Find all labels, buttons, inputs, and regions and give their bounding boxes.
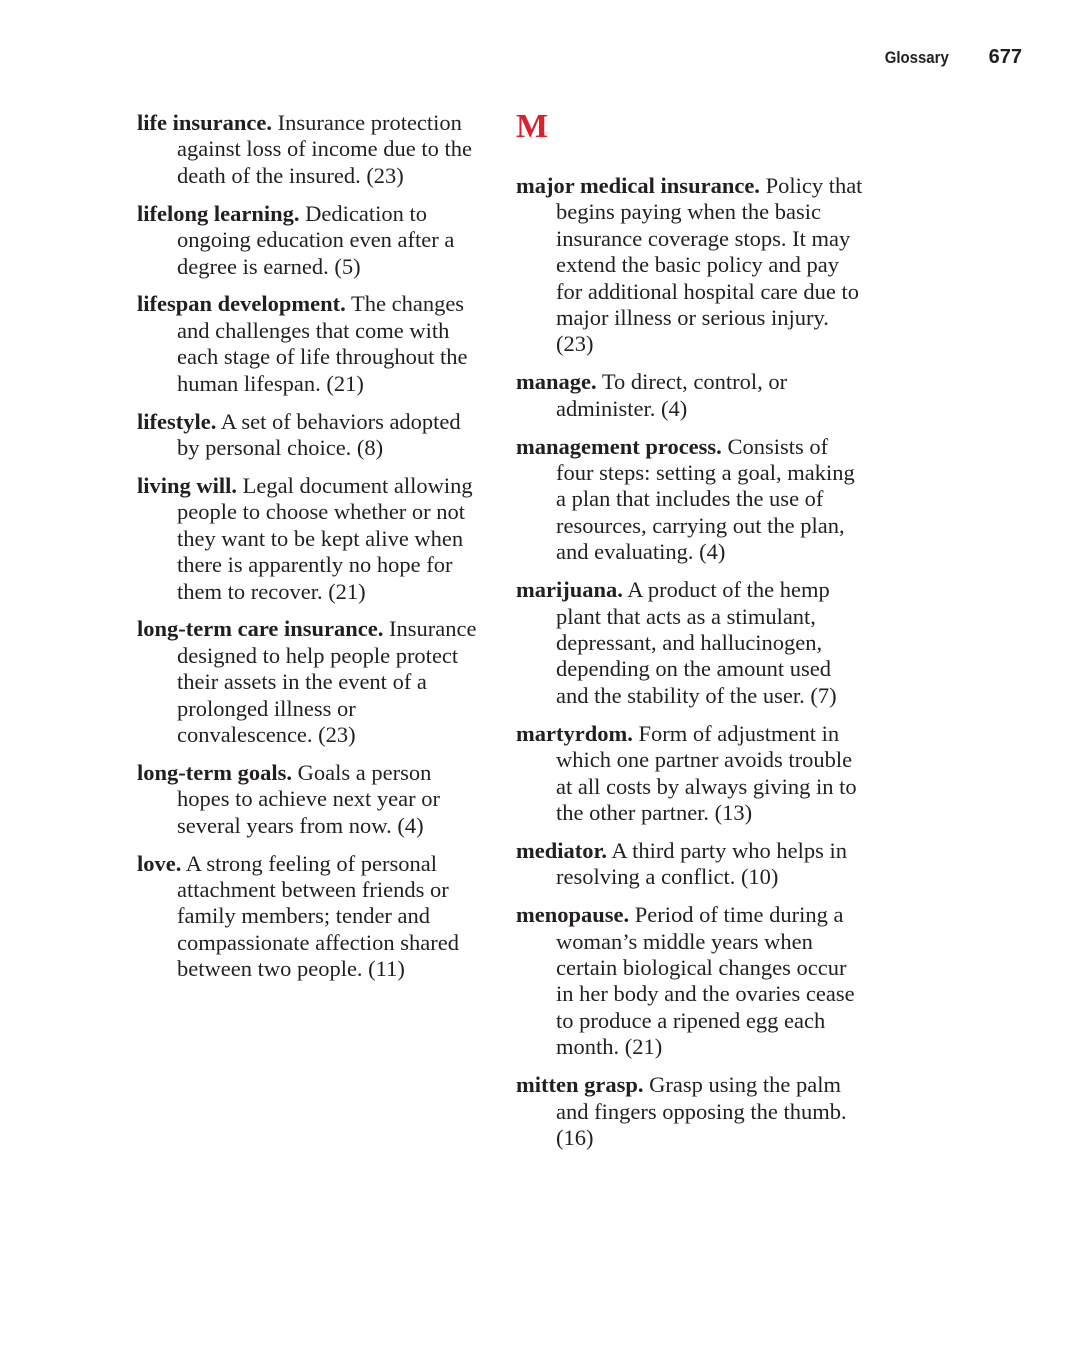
glossary-definition: Dedication to ongoing education even after a degree is earned. (5) (177, 200, 455, 279)
letter-section-heading: M (516, 108, 549, 145)
glossary-entry-major-medical-insurance (516, 173, 866, 358)
glossary-entry-love (137, 851, 487, 983)
glossary-definition: Legal document allowing people to choose whether or not they want to be kept alive when there is apparently no hope for them to recover. (21) (177, 472, 473, 604)
glossary-term: management process. (516, 433, 722, 459)
glossary-entry-lifestyle (137, 409, 487, 462)
glossary-definition: Period of time during a woman’s middle years when certain biological changes occur in her body and the ovaries cease to produce a ripened egg each month. (21) (556, 902, 855, 1060)
glossary-definition: To direct, control, or administer. (4) (556, 369, 788, 421)
glossary-term: marijuana. (516, 577, 623, 603)
glossary-column-right (516, 110, 866, 1163)
glossary-definition: Consists of four steps: setting a goal, making a plan that includes the use of resources, carrying out the plan, and evaluating. (4) (556, 433, 855, 565)
glossary-term: lifelong learning. (137, 200, 300, 226)
glossary-entry-management-process (516, 434, 866, 566)
glossary-definition: A set of behaviors adopted by personal choice. (8) (177, 408, 461, 460)
glossary-entry-marijuana (516, 577, 866, 709)
glossary-definition: A product of the hemp plant that acts as a stimulant, depressant, and hallucinogen, depending on the amount used and the stability of the user. (7) (556, 577, 837, 708)
glossary-definition: The changes and challenges that come with each stage of life throughout the human lifespan. (21) (177, 291, 468, 396)
running-head (876, 46, 1022, 69)
glossary-term: mediator. (516, 837, 608, 863)
page-number: 677 (988, 46, 1022, 68)
glossary-term: long-term care insurance. (137, 616, 384, 642)
glossary-entry-long-term-care-insurance (137, 616, 487, 748)
glossary-term: lifespan development. (137, 291, 346, 317)
glossary-definition: Insurance protection against loss of income due to the death of the insured. (23) (177, 110, 472, 188)
glossary-definition: A strong feeling of personal attachment between friends or family members; tender and compassionate affection shared between two people. (11) (177, 850, 459, 982)
glossary-term: love. (137, 850, 182, 876)
glossary-entry-menopause (516, 902, 866, 1060)
glossary-term: menopause. (516, 902, 630, 928)
glossary-term: living will. (137, 472, 238, 498)
glossary-entry-life-insurance (137, 110, 487, 189)
glossary-term: lifestyle. (137, 408, 217, 434)
glossary-entry-lifelong-learning (137, 201, 487, 280)
glossary-term: life insurance. (137, 110, 272, 135)
glossary-definition: Grasp using the palm and fingers opposing the thumb. (16) (556, 1072, 847, 1150)
glossary-entry-manage (516, 369, 866, 422)
glossary-definition: Policy that begins paying when the basic insurance coverage stops. It may extend the basic policy and pay for additional hospital care due to major illness or serious injury. (23) (556, 173, 863, 357)
section-title: Glossary (884, 48, 949, 67)
glossary-entry-mitten-grasp (516, 1072, 866, 1151)
glossary-term: long-term goals. (137, 759, 292, 785)
glossary-definition: Goals a person hopes to achieve next year or several years from now. (4) (177, 759, 441, 838)
glossary-definition: Form of adjustment in which one partner avoids trouble at all costs by always giving in to the other partner. (13) (556, 720, 857, 825)
glossary-term: manage. (516, 369, 597, 395)
glossary-entry-martyrdom (516, 721, 866, 827)
glossary-entry-living-will (137, 473, 487, 605)
glossary-entry-long-term-goals (137, 760, 487, 839)
glossary-entry-lifespan-development (137, 291, 487, 397)
glossary-definition: A third party who helps in resolving a conflict. (10) (556, 837, 848, 890)
glossary-term: mitten grasp. (516, 1072, 644, 1098)
glossary-definition: Insurance designed to help people protect their assets in the event of a prolonged illness or convalescence. (23) (177, 616, 477, 748)
glossary-column-left (137, 110, 487, 994)
glossary-entry-mediator (516, 838, 866, 891)
glossary-term: martyrdom. (516, 720, 633, 746)
glossary-term: major medical insurance. (516, 173, 760, 198)
